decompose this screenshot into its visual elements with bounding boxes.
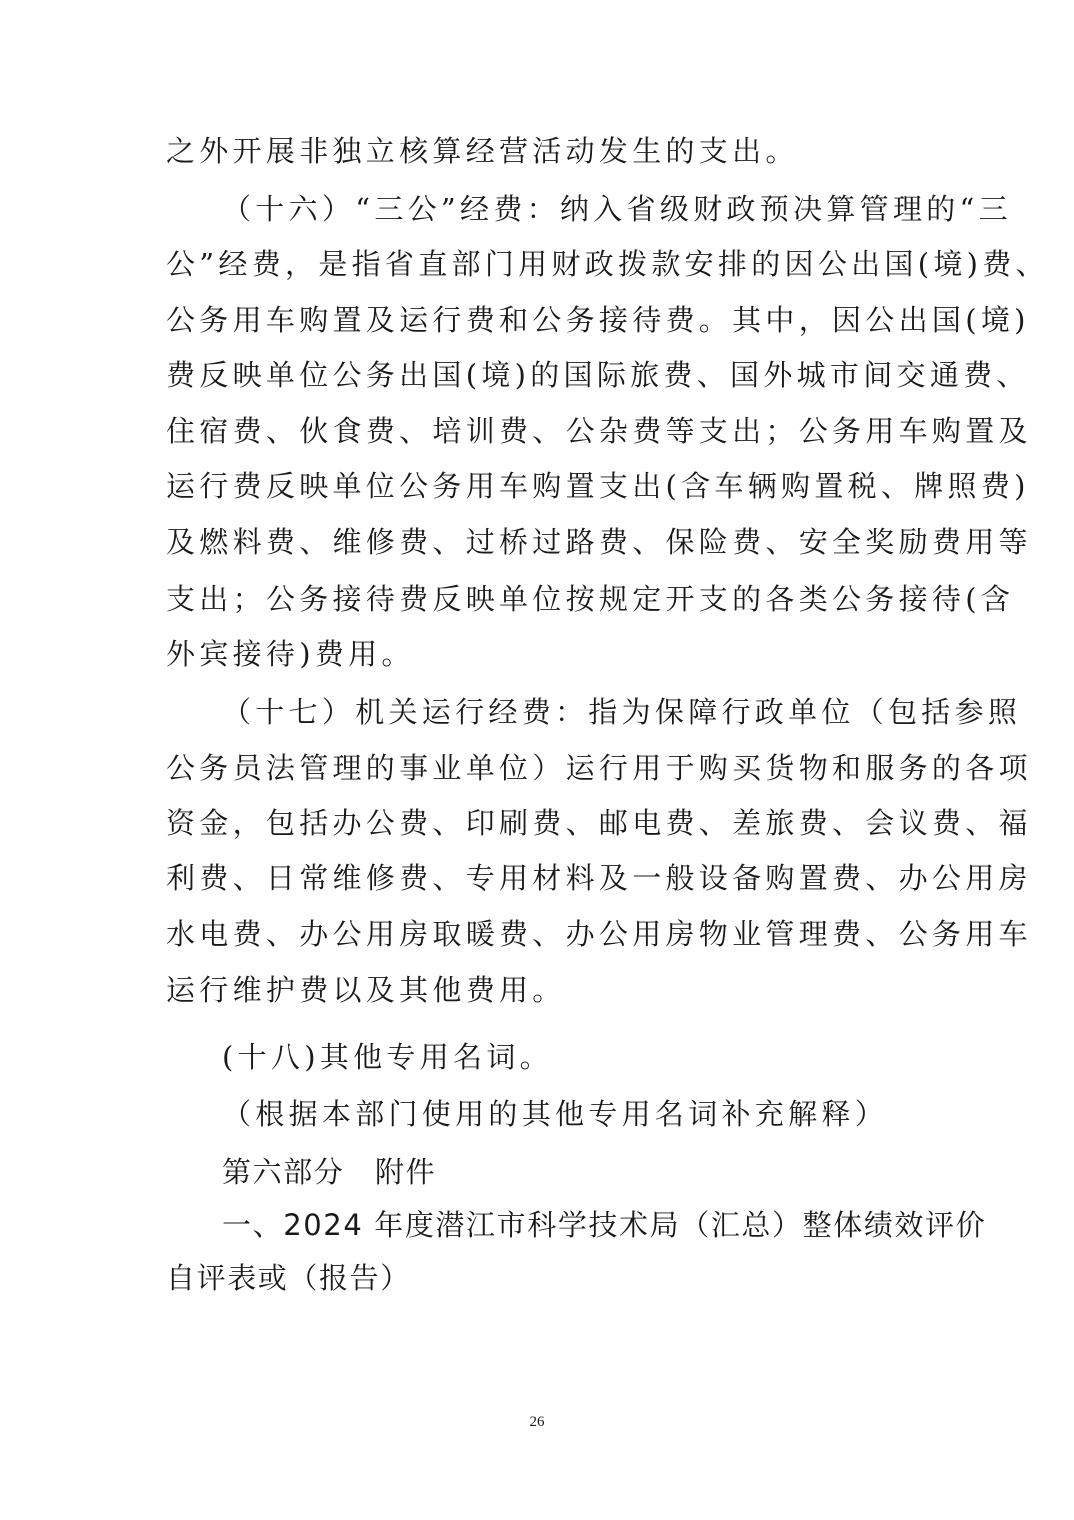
- paragraph-line: 利费、日常维修费、专用材料及一般设备购置费、办公用房: [166, 861, 1032, 895]
- paragraph-line: 水电费、办公用房取暖费、办公用房物业管理费、公务用车: [166, 917, 1032, 951]
- paragraph-line: 及燃料费、维修费、过桥过路费、保险费、安全奖励费用等: [166, 525, 1032, 559]
- paragraph-line: 运行费反映单位公务用车购置支出(含车辆购置税、牌照费): [166, 469, 1030, 503]
- paragraph-line: (十八)其他专用名词。: [222, 1040, 553, 1074]
- section-title: 第六部分 附件: [222, 1155, 437, 1189]
- paragraph-line: 公”经费，是指省直部门用财政拨款安排的因公出国(境)费、: [166, 247, 1049, 281]
- page-number: 26: [529, 1414, 545, 1430]
- paragraph-line: （根据本部门使用的其他专用名词补充解释）: [222, 1097, 889, 1131]
- paragraph-line: 支出；公务接待费反映单位按规定开支的各类公务接待(含: [166, 582, 1015, 616]
- paragraph-line: 外宾接待)费用。: [166, 637, 415, 671]
- paragraph-line: （十六）“三公”经费：纳入省级财政预决算管理的“三: [222, 192, 1012, 226]
- attachment-item-title-continued: 自评表或（报告）: [166, 1261, 411, 1295]
- attachment-item-title: 一、2024 年度潜江市科学技术局（汇总）整体绩效评价: [222, 1208, 987, 1242]
- paragraph-line: 之外开展非独立核算经营活动发生的支出。: [166, 134, 799, 168]
- paragraph-line: 费反映单位公务出国(境)的国际旅费、国外城市间交通费、: [166, 358, 1030, 392]
- paragraph-line: 运行维护费以及其他费用。: [166, 973, 566, 1007]
- paragraph-line: 资金，包括办公费、印刷费、邮电费、差旅费、会议费、福: [166, 806, 1032, 840]
- paragraph-line: （十七）机关运行经费：指为保障行政单位（包括参照: [222, 695, 1022, 729]
- paragraph-line: 公务员法管理的事业单位）运行用于购买货物和服务的各项: [166, 751, 1032, 785]
- paragraph-line: 公务用车购置及运行费和公务接待费。其中，因公出国(境): [166, 303, 1030, 337]
- paragraph-line: 住宿费、伙食费、培训费、公杂费等支出；公务用车购置及: [166, 414, 1032, 448]
